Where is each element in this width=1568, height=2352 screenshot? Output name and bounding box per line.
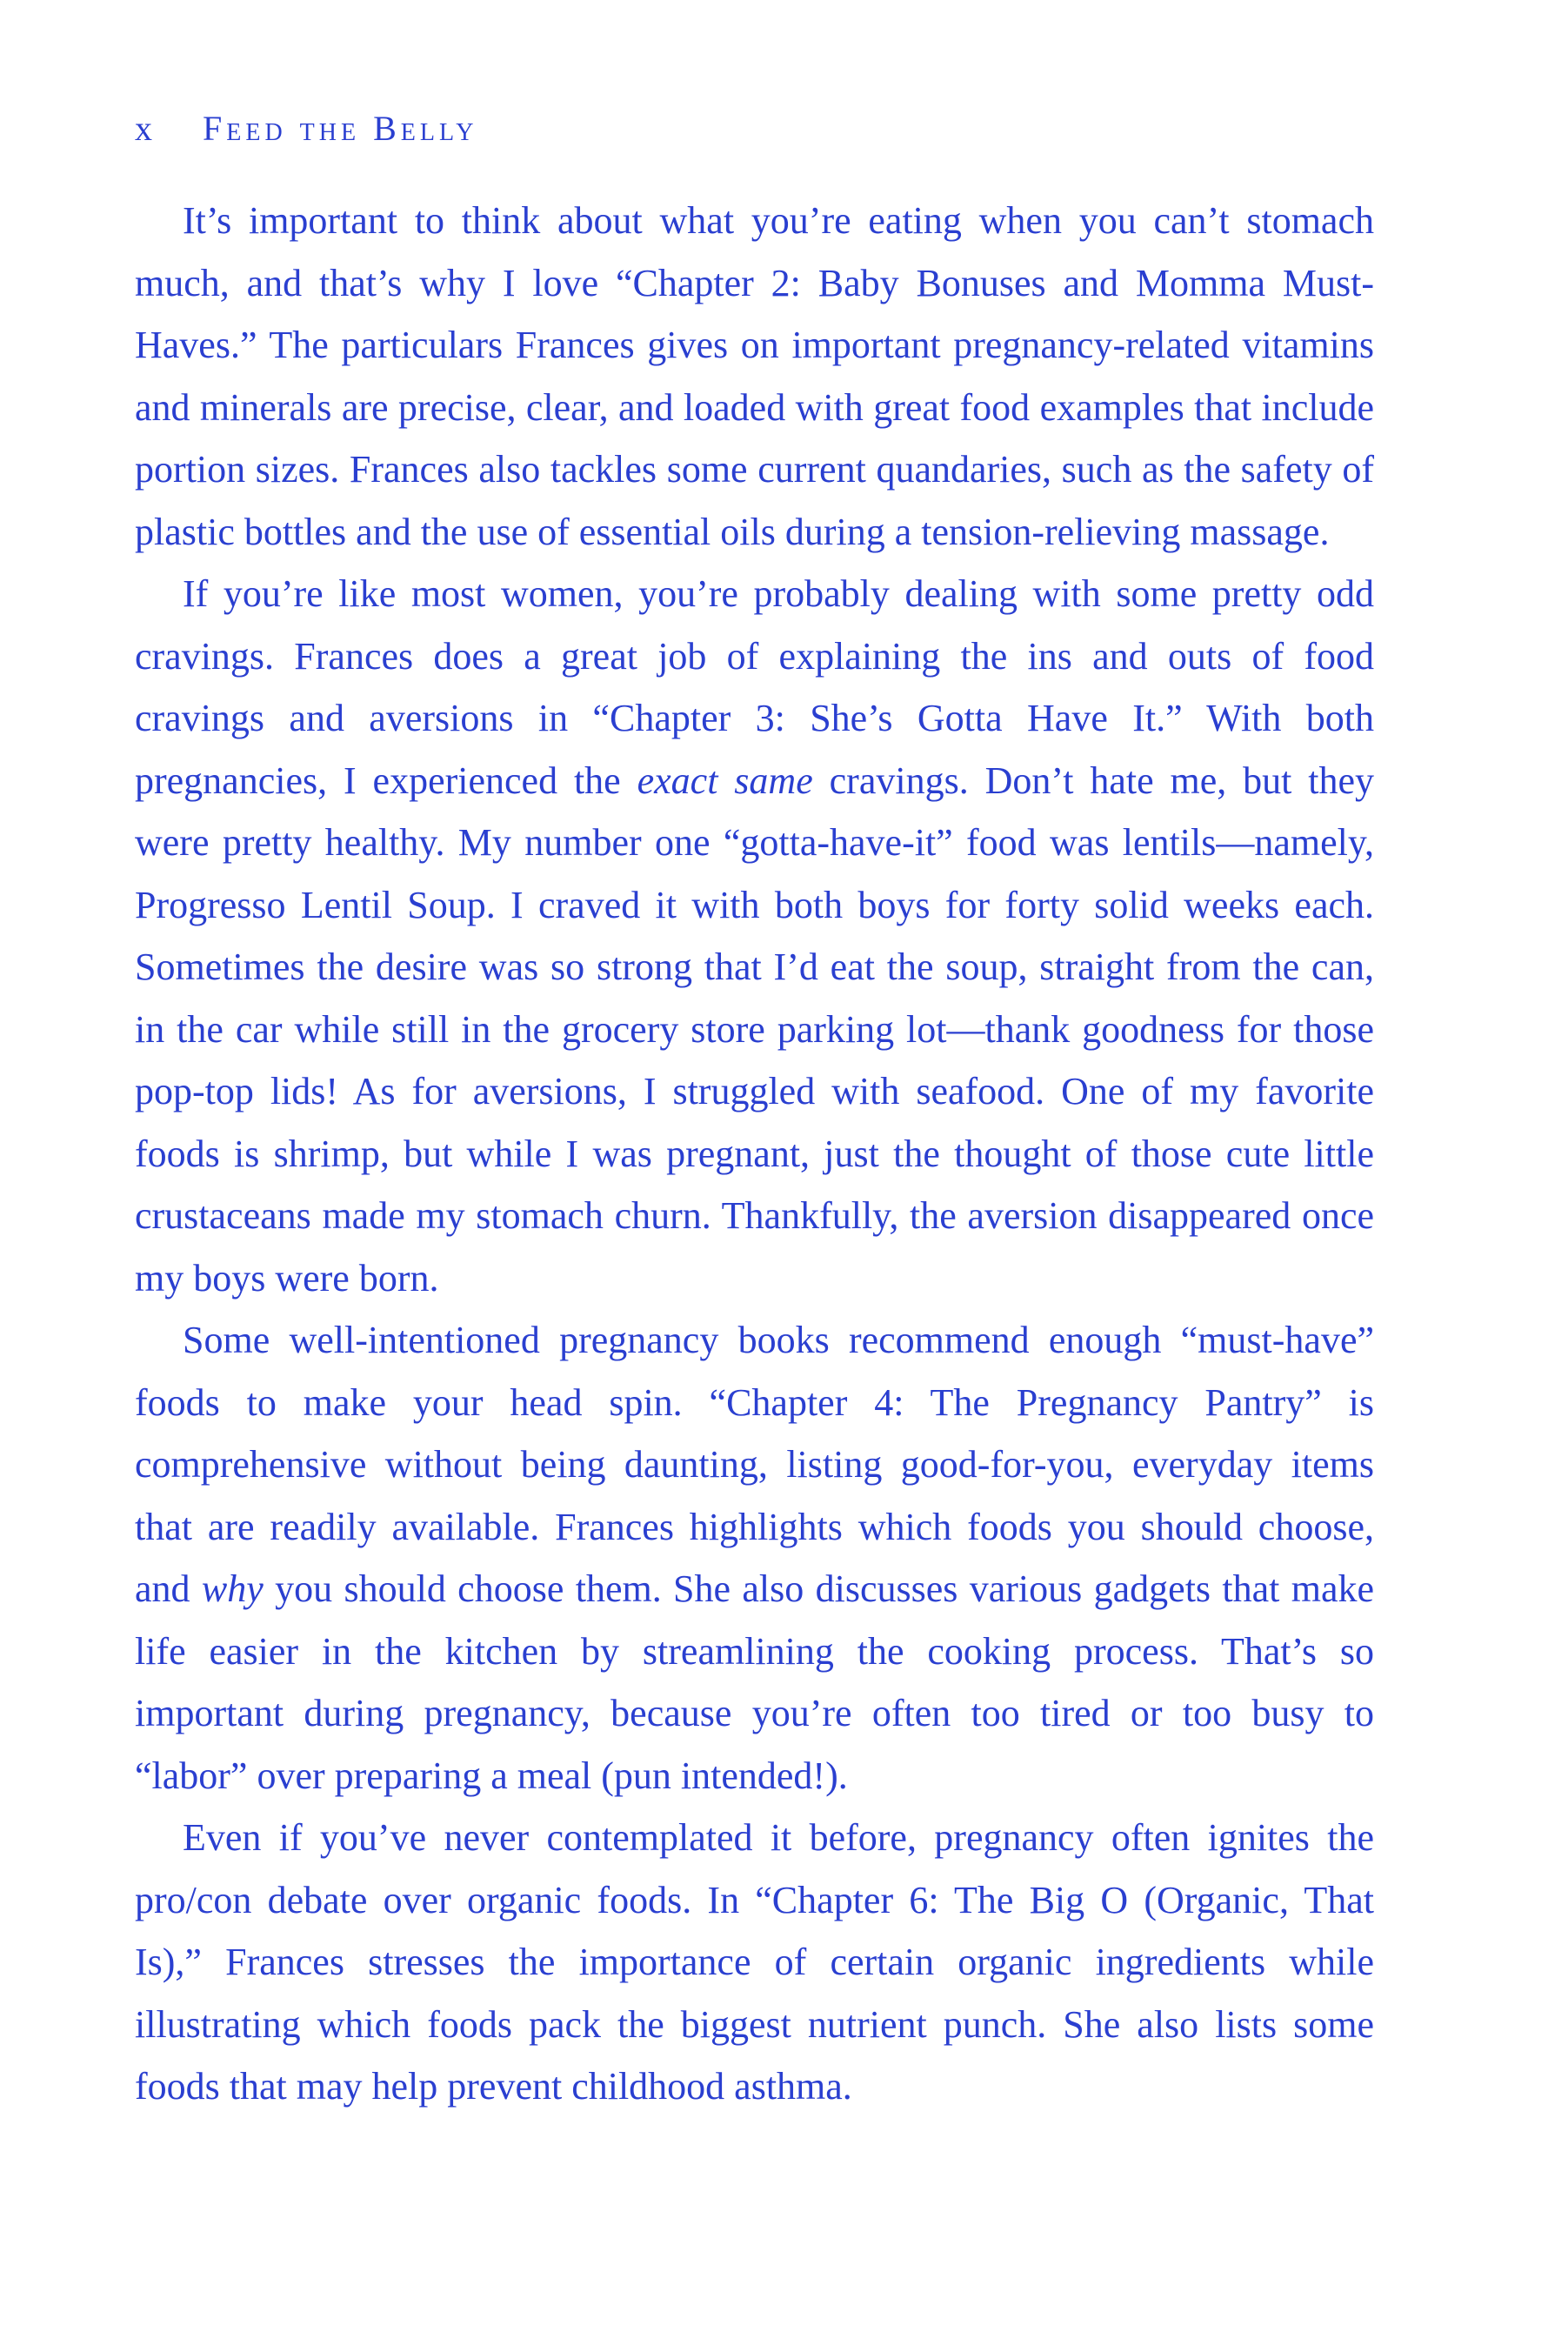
paragraph-text: cravings. Don’t hate me, but they were pretty healthy. My number one “gotta-have-it” food was lentils—namely, Progresso Lentil Soup. I craved it with both boys for forty solid weeks each. Sometimes the desire was so strong that I’d eat the soup, straight from the can, in the car while still in the grocery store parking lot—thank goodness for those pop-top lids! As for aversions, I struggled with seafood. One of my favorite foods is shrimp, but while I was pregnant, just the thought of those cute little crustaceans made my stomach churn. Thankfully, the aversion disappeared once my boys were born.: [135, 758, 1375, 1300]
page-number: x: [135, 109, 156, 148]
paragraph-chapter-2: [135, 190, 1374, 563]
body-text: [135, 190, 1374, 2118]
book-title: Feed the Belly: [203, 109, 478, 148]
paragraph-text: Even if you’ve never contemplated it before, pregnancy often ignites the pro/con debate over organic foods. In “Chapter 6: The Big O (Organic, That Is),” Frances stresses the importance of certain organic ingredients while illustrating which foods pack the biggest nutrient punch. She also lists some foods that may help prevent childhood asthma.: [135, 1816, 1374, 2108]
paragraph-text: It’s important to think about what you’re eating when you can’t stomach much, and that’s why I love “Chapter 2: Baby Bonuses and Momma Must-Haves.” The particulars Frances gives on important pregnancy-related vitamins and minerals are precise, clear, and loaded with great food examples that include portion sizes. Frances also tackles some current quandaries, such as the safety of plastic bottles and the use of essential oils during a tension-relieving massage.: [135, 199, 1374, 553]
paragraph-text: Some well-intentioned pregnancy books recommend enough “must-have” foods to make your head spin. “Chapter 4: The Pregnancy Pantry” is comprehensive without being daunting, listing good-for-you, everyday items that are readily available. Frances highlights which foods you should choose, and: [135, 1319, 1374, 1610]
paragraph-text: you should choose them. She also discusses various gadgets that make life easier in the kitchen by streamlining the cooking process. That’s so important during pregnancy, because you’re often too tired or too busy to “labor” over preparing a meal (pun intended!).: [135, 1567, 1375, 1797]
running-head: [135, 111, 478, 146]
paragraph-chapter-4: [135, 1309, 1374, 1807]
emphasis-text: exact same: [637, 758, 813, 802]
paragraph-chapter-6: [135, 1807, 1374, 2118]
paragraph-chapter-3: [135, 563, 1374, 1309]
paragraph-text: If you’re like most women, you’re probably dealing with some pretty odd cravings. Frances does a great job of explaining the ins and outs of food cravings and aversions in “Chapter 3: She’s Gotta Have It.” With both pregnancies, I experienced the: [135, 572, 1374, 802]
emphasis-text: why: [201, 1567, 264, 1610]
